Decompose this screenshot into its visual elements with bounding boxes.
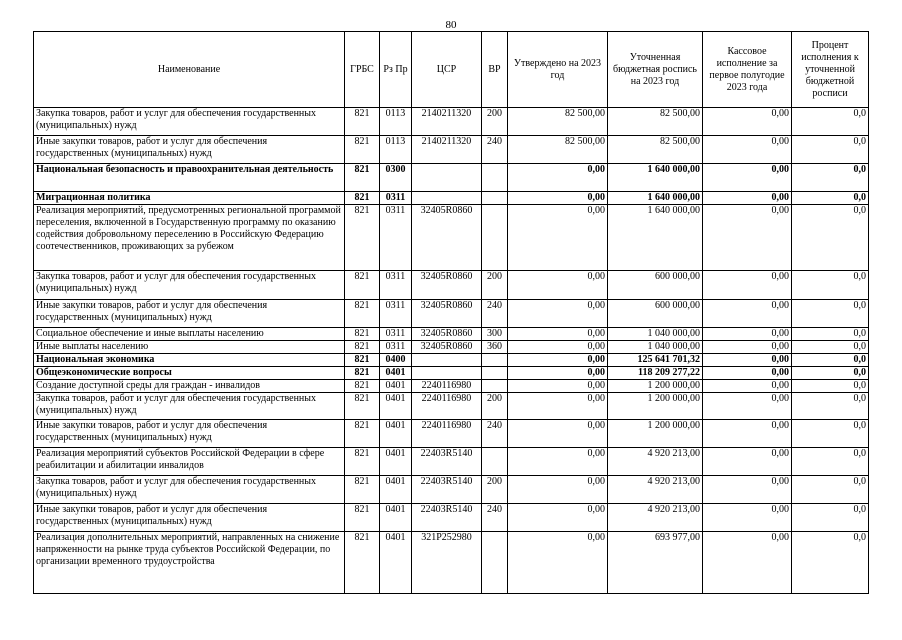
cell-percent: 0,0 [792,354,869,367]
cell-approved: 0,00 [508,300,608,328]
cell-vr: 240 [482,504,508,532]
cell-refined: 4 920 213,00 [608,448,703,476]
cell-percent: 0,0 [792,136,869,164]
cell-refined: 600 000,00 [608,300,703,328]
cell-rzpr: 0401 [380,380,412,393]
cell-vr [482,448,508,476]
cell-grbs: 821 [345,192,380,205]
cell-rzpr: 0311 [380,271,412,300]
cell-csr: 321P252980 [412,532,482,594]
table-header-row [34,32,869,108]
cell-rzpr: 0401 [380,448,412,476]
cell-rzpr: 0311 [380,300,412,328]
cell-approved: 0,00 [508,380,608,393]
header-csr: ЦСР [412,32,482,108]
cell-name: Социальное обеспечение и иные выплаты населению [34,328,345,341]
cell-name: Реализация дополнительных мероприятий, направленных на снижение напряженности на рынке труда субъектов Российской Федерации, по организации временного трудоустройства [34,532,345,594]
table-row [34,136,869,164]
cell-name: Иные закупки товаров, работ и услуг для обеспечения государственных (муниципальных) нужд [34,300,345,328]
cell-vr: 200 [482,108,508,136]
cell-vr [482,192,508,205]
cell-percent: 0,0 [792,393,869,420]
cell-name: Закупка товаров, работ и услуг для обеспечения государственных (муниципальных) нужд [34,271,345,300]
table-row [34,393,869,420]
cell-percent: 0,0 [792,420,869,448]
cell-vr: 200 [482,393,508,420]
cell-cash: 0,00 [703,367,792,380]
cell-cash: 0,00 [703,448,792,476]
cell-percent: 0,0 [792,367,869,380]
header-percent: Процент исполнения к уточненной бюджетной росписи [792,32,869,108]
cell-refined: 82 500,00 [608,136,703,164]
cell-cash: 0,00 [703,108,792,136]
header-grbs: ГРБС [345,32,380,108]
table-row [34,448,869,476]
cell-cash: 0,00 [703,476,792,504]
cell-grbs: 821 [345,504,380,532]
cell-vr [482,205,508,271]
header-vr: ВР [482,32,508,108]
cell-percent: 0,0 [792,341,869,354]
cell-approved: 0,00 [508,532,608,594]
header-approved: Утверждено на 2023 год [508,32,608,108]
cell-name: Иные закупки товаров, работ и услуг для обеспечения государственных (муниципальных) нужд [34,136,345,164]
cell-csr: 32405R0860 [412,271,482,300]
cell-refined: 1 200 000,00 [608,393,703,420]
cell-grbs: 821 [345,300,380,328]
table-row [34,354,869,367]
cell-refined: 600 000,00 [608,271,703,300]
cell-grbs: 821 [345,367,380,380]
cell-refined: 1 640 000,00 [608,164,703,192]
header-refined: Уточненная бюджетная роспись на 2023 год [608,32,703,108]
cell-csr: 32405R0860 [412,341,482,354]
cell-approved: 0,00 [508,341,608,354]
page-number: 80 [445,19,457,31]
cell-grbs: 821 [345,108,380,136]
cell-grbs: 821 [345,164,380,192]
cell-rzpr: 0311 [380,341,412,354]
cell-csr: 22403R5140 [412,448,482,476]
cell-percent: 0,0 [792,108,869,136]
cell-cash: 0,00 [703,271,792,300]
cell-approved: 0,00 [508,504,608,532]
cell-csr: 22403R5140 [412,504,482,532]
cell-approved: 0,00 [508,328,608,341]
cell-refined: 1 040 000,00 [608,328,703,341]
cell-percent: 0,0 [792,476,869,504]
cell-vr [482,380,508,393]
cell-cash: 0,00 [703,205,792,271]
table-row [34,532,869,594]
cell-name: Создание доступной среды для граждан - инвалидов [34,380,345,393]
cell-vr [482,367,508,380]
cell-cash: 0,00 [703,136,792,164]
table-row [34,504,869,532]
table-row [34,420,869,448]
cell-csr [412,354,482,367]
cell-percent: 0,0 [792,504,869,532]
cell-cash: 0,00 [703,164,792,192]
cell-vr: 240 [482,136,508,164]
cell-csr [412,192,482,205]
cell-grbs: 821 [345,205,380,271]
budget-table [33,31,869,594]
cell-approved: 0,00 [508,367,608,380]
cell-vr: 240 [482,300,508,328]
cell-vr [482,532,508,594]
cell-csr: 2240116980 [412,393,482,420]
table-row [34,341,869,354]
cell-percent: 0,0 [792,532,869,594]
cell-grbs: 821 [345,136,380,164]
cell-rzpr: 0401 [380,420,412,448]
cell-refined: 1 040 000,00 [608,341,703,354]
table-row [34,192,869,205]
cell-approved: 0,00 [508,164,608,192]
cell-rzpr: 0400 [380,354,412,367]
cell-cash: 0,00 [703,341,792,354]
cell-refined: 1 200 000,00 [608,380,703,393]
cell-refined: 1 640 000,00 [608,192,703,205]
cell-name: Иные выплаты населению [34,341,345,354]
table-row [34,380,869,393]
table-row [34,328,869,341]
cell-percent: 0,0 [792,300,869,328]
cell-cash: 0,00 [703,328,792,341]
cell-percent: 0,0 [792,448,869,476]
cell-approved: 0,00 [508,393,608,420]
cell-name: Миграционная политика [34,192,345,205]
cell-name: Иные закупки товаров, работ и услуг для обеспечения государственных (муниципальных) нужд [34,504,345,532]
header-cash: Кассовое исполнение за первое полугодие 2023 года [703,32,792,108]
cell-vr: 360 [482,341,508,354]
cell-csr: 22403R5140 [412,476,482,504]
cell-approved: 0,00 [508,205,608,271]
cell-percent: 0,0 [792,205,869,271]
cell-csr: 32405R0860 [412,205,482,271]
cell-csr: 32405R0860 [412,328,482,341]
cell-vr [482,164,508,192]
table-row [34,108,869,136]
cell-rzpr: 0113 [380,136,412,164]
cell-cash: 0,00 [703,380,792,393]
cell-name: Закупка товаров, работ и услуг для обеспечения государственных (муниципальных) нужд [34,108,345,136]
cell-rzpr: 0401 [380,532,412,594]
cell-refined: 118 209 277,22 [608,367,703,380]
cell-name: Реализация мероприятий субъектов Российской Федерации в сфере реабилитации и абилитации инвалидов [34,448,345,476]
cell-name: Закупка товаров, работ и услуг для обеспечения государственных (муниципальных) нужд [34,393,345,420]
cell-vr [482,354,508,367]
cell-cash: 0,00 [703,300,792,328]
cell-name: Реализация мероприятий, предусмотренных региональной программой переселения, включенной в Государственную программу по оказанию содействия добровольному переселению в Российскую Федерацию соотечественников, проживающих за рубежом [34,205,345,271]
cell-percent: 0,0 [792,380,869,393]
cell-grbs: 821 [345,532,380,594]
table-row [34,271,869,300]
cell-rzpr: 0401 [380,504,412,532]
cell-refined: 82 500,00 [608,108,703,136]
cell-percent: 0,0 [792,328,869,341]
cell-grbs: 821 [345,271,380,300]
cell-grbs: 821 [345,380,380,393]
cell-percent: 0,0 [792,271,869,300]
cell-grbs: 821 [345,476,380,504]
cell-grbs: 821 [345,354,380,367]
cell-grbs: 821 [345,393,380,420]
cell-approved: 82 500,00 [508,136,608,164]
cell-rzpr: 0401 [380,393,412,420]
cell-csr [412,164,482,192]
cell-rzpr: 0401 [380,476,412,504]
cell-vr: 200 [482,476,508,504]
cell-refined: 1 200 000,00 [608,420,703,448]
cell-vr: 200 [482,271,508,300]
cell-cash: 0,00 [703,192,792,205]
cell-csr: 2240116980 [412,380,482,393]
cell-csr: 2240116980 [412,420,482,448]
cell-cash: 0,00 [703,532,792,594]
cell-rzpr: 0311 [380,192,412,205]
cell-rzpr: 0311 [380,205,412,271]
cell-approved: 0,00 [508,192,608,205]
cell-csr: 32405R0860 [412,300,482,328]
header-name: Наименование [34,32,345,108]
cell-grbs: 821 [345,341,380,354]
cell-refined: 125 641 701,32 [608,354,703,367]
cell-rzpr: 0311 [380,328,412,341]
cell-cash: 0,00 [703,504,792,532]
cell-refined: 4 920 213,00 [608,504,703,532]
cell-name: Общеэкономические вопросы [34,367,345,380]
cell-approved: 82 500,00 [508,108,608,136]
cell-cash: 0,00 [703,420,792,448]
cell-rzpr: 0401 [380,367,412,380]
cell-approved: 0,00 [508,420,608,448]
cell-rzpr: 0113 [380,108,412,136]
cell-name: Национальная экономика [34,354,345,367]
cell-approved: 0,00 [508,448,608,476]
cell-vr: 240 [482,420,508,448]
cell-rzpr: 0300 [380,164,412,192]
cell-refined: 1 640 000,00 [608,205,703,271]
cell-grbs: 821 [345,448,380,476]
cell-refined: 693 977,00 [608,532,703,594]
cell-cash: 0,00 [703,354,792,367]
cell-name: Закупка товаров, работ и услуг для обеспечения государственных (муниципальных) нужд [34,476,345,504]
cell-name: Национальная безопасность и правоохранительная деятельность [34,164,345,192]
table-row [34,300,869,328]
cell-csr [412,367,482,380]
cell-csr: 2140211320 [412,136,482,164]
cell-percent: 0,0 [792,164,869,192]
cell-vr: 300 [482,328,508,341]
cell-approved: 0,00 [508,476,608,504]
header-rzpr: Рз Пр [380,32,412,108]
cell-percent: 0,0 [792,192,869,205]
cell-refined: 4 920 213,00 [608,476,703,504]
cell-csr: 2140211320 [412,108,482,136]
cell-approved: 0,00 [508,354,608,367]
table-row [34,205,869,271]
cell-name: Иные закупки товаров, работ и услуг для обеспечения государственных (муниципальных) нужд [34,420,345,448]
cell-approved: 0,00 [508,271,608,300]
table-body [34,108,869,594]
table-row [34,367,869,380]
cell-cash: 0,00 [703,393,792,420]
table-row [34,476,869,504]
cell-grbs: 821 [345,420,380,448]
cell-grbs: 821 [345,328,380,341]
table-row [34,164,869,192]
